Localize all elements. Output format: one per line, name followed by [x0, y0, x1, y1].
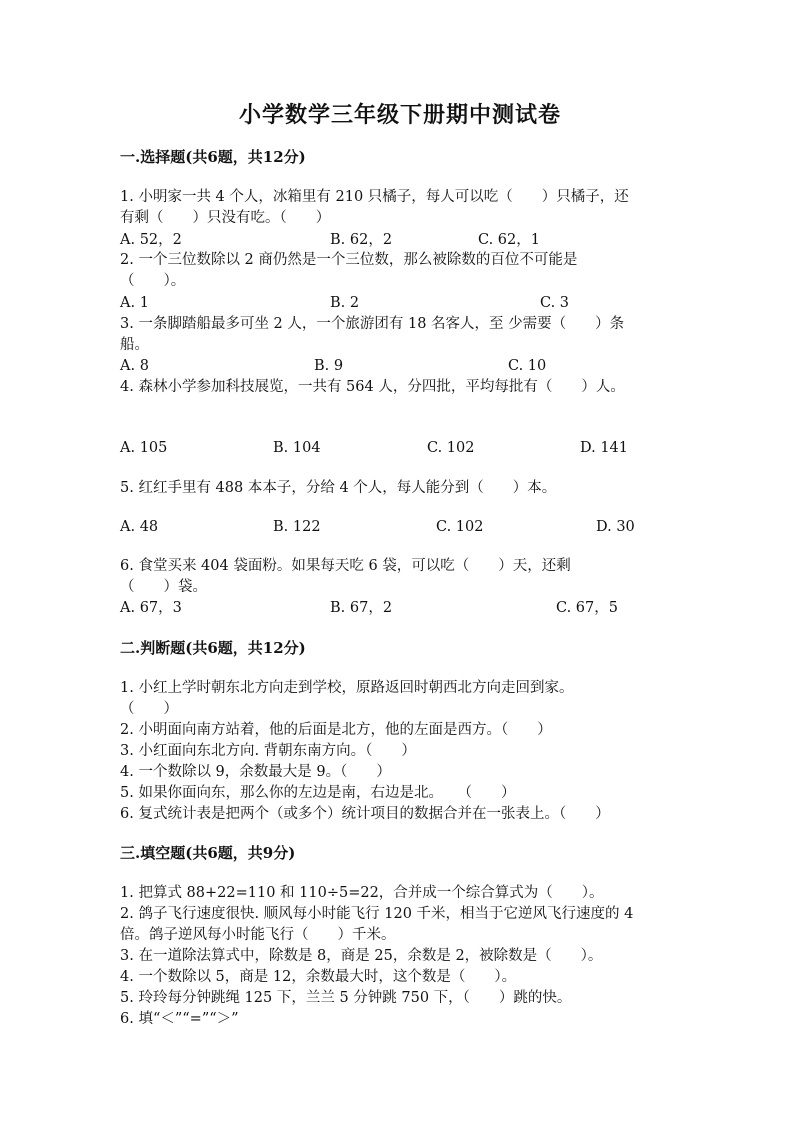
judgement-line: 3. 小红面向东北方向. 背朝东南方向。（ ）: [120, 743, 416, 759]
question-2-text: 2. 一个三位数除以 2 商仍然是一个三位数，那么被除数的百位不可能是: [120, 252, 578, 268]
question-4-option-c: C. 102: [427, 440, 475, 456]
fill-blank-line: 倍。鸽子逆风每小时能飞行（ ）千米。: [120, 927, 396, 943]
question-4-option-b: B. 104: [273, 440, 321, 456]
question-5-text: 5. 红红手里有 488 本本子，分给 4 个人，每人能分到（ ）本。: [120, 480, 557, 496]
question-1-option-a: A. 52，2: [120, 232, 182, 248]
question-2-text-cont: （ ）。: [120, 273, 186, 289]
question-5-option-d: D. 30: [596, 519, 635, 535]
fill-blank-line: 3. 在一道除法算式中，除数是 8，商是 25，余数是 2，被除数是（ ）。: [120, 948, 603, 964]
page-title: 小学数学三年级下册期中测试卷: [238, 102, 561, 128]
question-3-option-c: C. 10: [508, 358, 547, 374]
question-1-option-b: B. 62，2: [330, 232, 393, 248]
question-5-option-a: A. 48: [120, 519, 159, 535]
judgement-line: 5. 如果你面向东，那么你的左边是南，右边是北。 （ ）: [120, 785, 516, 801]
question-6-text: 6. 食堂买来 404 袋面粉。如果每天吃 6 袋，可以吃（ ）天，还剩: [120, 558, 571, 574]
question-6-option-c: C. 67，5: [556, 600, 618, 616]
fill-blank-line: 4. 一个数除以 5，商是 12，余数最大时，这个数是（ ）。: [120, 969, 517, 985]
fill-blank-line: 1. 把算式 88+22=110 和 110÷5=22，合并成一个综合算式为（ ）。: [120, 885, 604, 901]
question-6-option-b: B. 67，2: [330, 600, 393, 616]
question-4-text: 4. 森林小学参加科技展览，一共有 564 人，分四批，平均每批有（ ）人。: [120, 379, 625, 395]
question-4-option-a: A. 105: [120, 440, 168, 456]
fill-blank-line: 6. 填“＜”“=”“＞”: [120, 1011, 239, 1027]
question-6-option-a: A. 67，3: [120, 600, 182, 616]
judgement-line: 6. 复式统计表是把两个（或多个）统计项目的数据合并在一张表上。（ ）: [120, 806, 610, 822]
section-heading-judgement: 二.判断题(共6题，共12分): [120, 639, 306, 657]
judgement-line: （ ）: [120, 701, 178, 717]
question-4-option-d: D. 141: [580, 440, 629, 456]
judgement-line: 2. 小明面向南方站着，他的后面是北方，他的左面是西方。（ ）: [120, 722, 552, 738]
question-5-option-c: C. 102: [436, 519, 484, 535]
question-6-text-cont: （ ）袋。: [120, 579, 207, 595]
fill-blank-line: 2. 鸽子飞行速度很快. 顺风每小时能飞行 120 千米，相当于它逆风飞行速度的 4: [120, 906, 634, 922]
question-2-option-b: B. 2: [330, 295, 360, 311]
section-heading-fill-blank: 三.填空题(共6题，共9分): [120, 844, 296, 862]
question-5-option-b: B. 122: [273, 519, 321, 535]
judgement-line: 1. 小红上学时朝东北方向走到学校，原路返回时朝西北方向走回到家。: [120, 680, 574, 696]
fill-blank-line: 5. 玲玲每分钟跳绳 125 下，兰兰 5 分钟跳 750 下，（ ）跳的快。: [120, 990, 572, 1006]
question-3-option-b: B. 9: [314, 358, 344, 374]
question-3-text: 3. 一条脚踏船最多可坐 2 人，一个旅游团有 18 名客人，至 少需要（ ）条: [120, 316, 625, 332]
question-2-option-c: C. 3: [540, 295, 570, 311]
section-heading-choice: 一.选择题(共6题，共12分): [120, 148, 306, 166]
question-3-option-a: A. 8: [120, 358, 149, 374]
question-1-option-c: C. 62，1: [478, 232, 540, 248]
question-1-text: 1. 小明家一共 4 个人，冰箱里有 210 只橘子，每人可以吃（ ）只橘子，还: [120, 189, 629, 205]
question-1-text-cont: 有剩（ ）只没有吃。（ ）: [120, 210, 331, 226]
question-3-text-cont: 船。: [120, 337, 149, 353]
judgement-line: 4. 一个数除以 9，余数最大是 9。（ ）: [120, 764, 391, 780]
question-2-option-a: A. 1: [120, 295, 149, 311]
